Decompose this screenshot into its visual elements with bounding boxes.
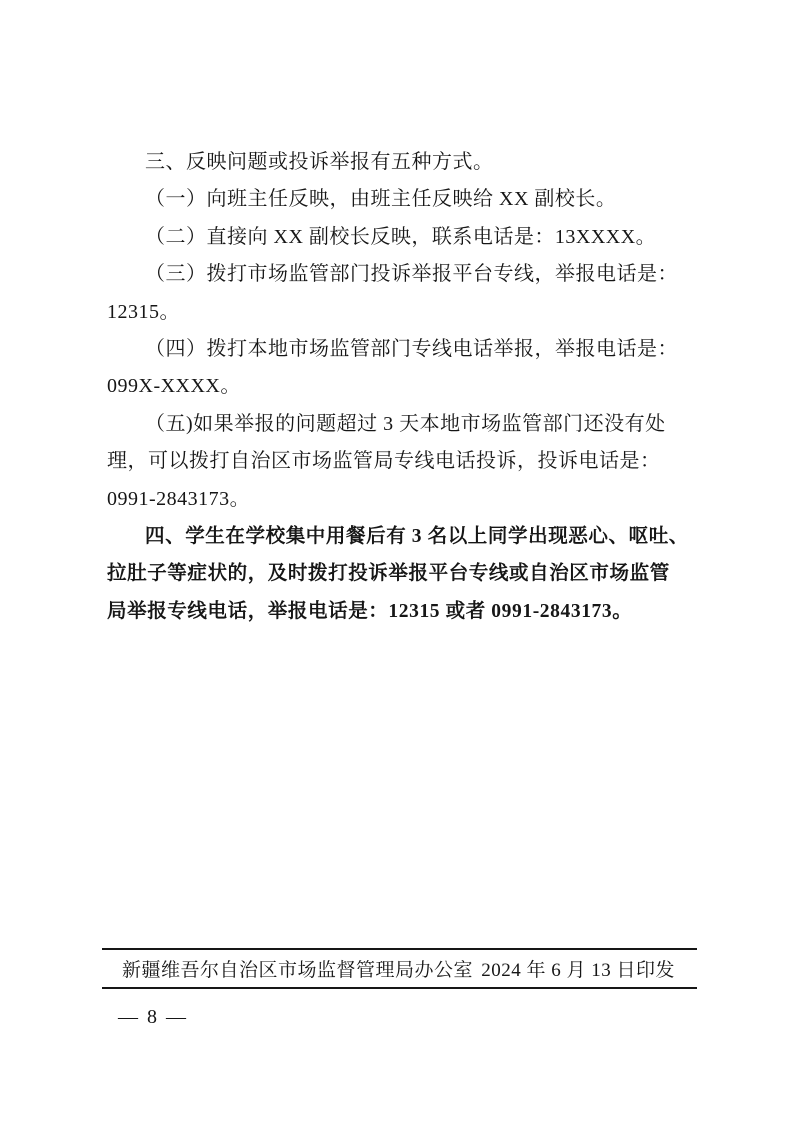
body-line: （三）拨打市场监管部门投诉举报平台专线，举报电话是： [145,263,678,286]
body-line: 0991-2843173。 [107,487,251,510]
footer-issuer: 新疆维吾尔自治区市场监督管理局办公室 [122,960,474,981]
body-line: 三、反映问题或投诉举报有五种方式。 [145,151,494,173]
body-line-emphasis: 拉肚子等症状的，及时拨打投诉举报平台专线或自治区市场监管 [107,563,670,585]
body-line: （五)如果举报的问题超过 3 天本地市场监管部门还没有处 [145,412,666,435]
body-line: （二）直接向 XX 副校长反映，联系电话是：13XXXX。 [145,225,657,248]
body-line: （四）拨打本地市场监管部门专线电话举报，举报电话是： [145,337,678,360]
page-number: — 8 — [118,1006,188,1028]
footer-print-date: 2024 年 6 月 13 日印发 [481,960,675,981]
body-line-emphasis: 局举报专线电话，举报电话是：12315 或者 0991-2843173。 [107,600,633,622]
document-body [107,144,689,630]
body-line: （一）向班主任反映，由班主任反映给 XX 副校长。 [145,188,617,211]
body-line-emphasis: 四、学生在学校集中用餐后有 3 名以上同学出现恶心、呕吐、 [145,525,689,547]
footer-colophon [102,948,697,989]
body-line: 099X-XXXX。 [107,375,241,398]
body-line: 12315。 [107,300,180,323]
body-line: 理，可以拨打自治区市场监管局专线电话投诉，投诉电话是： [107,450,661,473]
